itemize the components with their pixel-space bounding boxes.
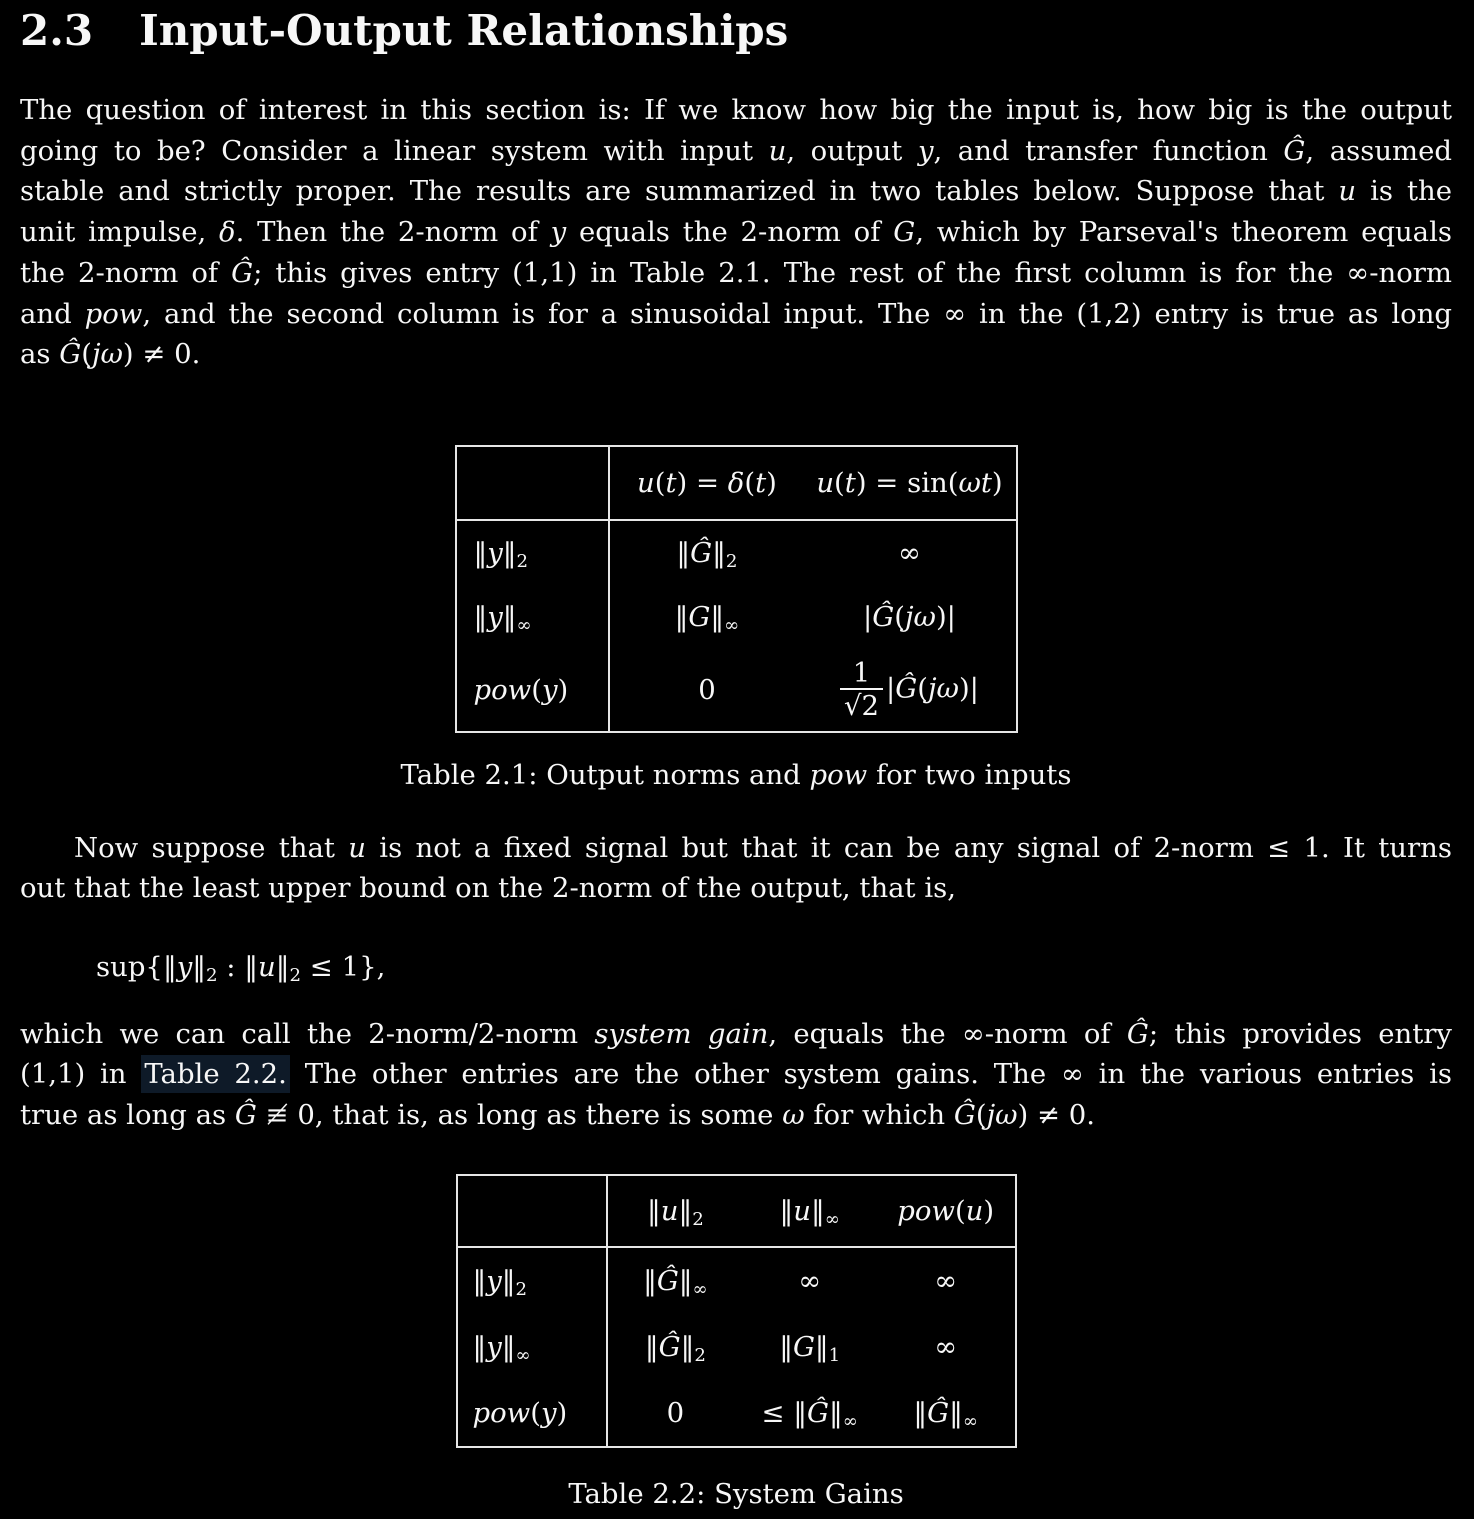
text-segment: y <box>486 1330 502 1363</box>
text-segment: G <box>893 216 916 249</box>
table-2-2 <box>456 1174 1017 1448</box>
table-row <box>456 585 1017 649</box>
text-segment: ) = <box>676 466 728 499</box>
text-segment: Ĝ <box>656 1264 679 1297</box>
table-cell <box>609 649 803 732</box>
text-segment: Table 2.2: System Gains <box>568 1477 904 1510</box>
text-segment: ( <box>894 600 905 633</box>
text-segment: ‖ <box>501 1264 516 1297</box>
table-cell <box>607 1380 742 1447</box>
text-segment: ‖ <box>643 1264 657 1297</box>
link-table-2-2[interactable]: Table 2.2. <box>141 1055 290 1093</box>
text-segment: G <box>688 600 711 633</box>
table-cell <box>803 520 1016 585</box>
text-segment: ‖ <box>244 951 259 984</box>
text-segment: ‖ <box>712 536 726 569</box>
text-segment: which we can call the 2-norm/2-norm <box>20 1017 595 1050</box>
text-segment: The other entries are the other system gains. The ∞ in the various entries is <box>289 1058 1452 1091</box>
text-segment: is the <box>1356 175 1452 208</box>
table-corner-cell <box>456 446 610 520</box>
paragraph-intro <box>20 90 1452 375</box>
text-segment: 2 <box>692 1208 704 1230</box>
text-segment: Ĝ <box>927 1396 950 1429</box>
text-segment: : <box>217 951 245 984</box>
text-segment: ∞ <box>692 1278 708 1300</box>
text-segment: u <box>793 1194 811 1227</box>
text-segment: ≤ 1}, <box>301 951 386 984</box>
text-segment: , which by Parseval's theorem equals <box>915 216 1452 249</box>
text-segment: jω <box>91 338 123 371</box>
text-segment: ‖ <box>646 1194 661 1227</box>
table-cell <box>803 649 1016 732</box>
text-segment: ‖ <box>680 1330 695 1363</box>
text-segment: y <box>917 134 934 167</box>
paragraph-3 <box>20 1014 1452 1136</box>
table-header-cell <box>803 446 1016 520</box>
text-segment: , and transfer function <box>933 134 1284 167</box>
text-segment: Ĝ <box>658 1330 681 1363</box>
text-segment: ‖ <box>501 1330 516 1363</box>
text-line <box>20 212 1452 253</box>
text-segment: equals the 2-norm of <box>566 216 894 249</box>
text-segment: ‖ <box>473 536 488 569</box>
fraction-numerator: 1 <box>852 657 871 690</box>
text-segment: ; this gives entry (1,1) in Table 2.1. The rest of the first column is for the ∞-norm <box>253 256 1452 289</box>
text-segment: ‖ <box>472 1264 487 1297</box>
table-header-cell <box>609 446 803 520</box>
text-segment: ωt <box>958 466 992 499</box>
text-line <box>20 1095 1452 1136</box>
text-line <box>20 334 1452 375</box>
text-segment: unit impulse, <box>20 216 220 249</box>
text-segment: pow <box>472 1396 531 1429</box>
table-header-cell <box>607 1175 742 1247</box>
text-segment: and <box>20 297 85 330</box>
text-segment: ≤ ‖ <box>761 1396 808 1429</box>
table-cell <box>607 1247 742 1314</box>
text-segment: ) = sin( <box>855 466 959 499</box>
text-segment: ‖ <box>678 1264 693 1297</box>
table-cell <box>877 1380 1016 1447</box>
table-cell <box>877 1314 1016 1380</box>
text-segment: ‖ <box>162 951 177 984</box>
text-segment: ‖ <box>949 1396 963 1429</box>
text-segment: δ <box>219 216 236 249</box>
text-segment: ‖ <box>779 1194 794 1227</box>
text-segment: ‖ <box>502 536 517 569</box>
text-segment: ( <box>530 1396 541 1429</box>
text-segment: y <box>176 951 193 984</box>
text-segment: u <box>258 951 276 984</box>
text-segment: pow <box>809 758 868 791</box>
text-segment: sup{ <box>96 951 163 984</box>
text-segment: Now suppose that <box>74 831 349 864</box>
text-segment: | <box>863 600 873 633</box>
text-segment: The question of interest in this section is: If we know how big the input is, how big is the output <box>20 94 1452 126</box>
text-segment: ∞ <box>898 536 921 569</box>
text-segment: jω <box>928 672 959 705</box>
text-segment: ∞ <box>798 1264 822 1297</box>
text-segment: G <box>792 1330 815 1363</box>
text-segment: ‖ <box>829 1396 843 1429</box>
text-line <box>20 1014 1452 1055</box>
text-segment: ∞ <box>724 615 740 636</box>
fraction-denominator: √2 <box>840 688 883 721</box>
text-line <box>20 131 1452 172</box>
text-segment: , assumed <box>1305 134 1452 167</box>
text-segment: t <box>665 466 677 499</box>
table-header-row <box>457 1175 1016 1247</box>
text-segment: ‖ <box>473 600 488 633</box>
table-header-cell <box>743 1175 877 1247</box>
text-segment: 0 <box>698 673 716 706</box>
section-title: Input-Output Relationships <box>139 6 789 55</box>
text-segment: , and the second column is for a sinusoidal input. The ∞ in the (1,2) entry is true as long <box>142 297 1453 330</box>
text-line <box>20 868 1452 909</box>
text-segment: 2 <box>205 965 218 987</box>
row-label-cell <box>456 520 610 585</box>
text-line <box>20 1054 1452 1095</box>
text-line <box>20 253 1452 294</box>
text-segment: ∞ <box>934 1330 958 1363</box>
text-segment: 2 <box>725 551 738 572</box>
table-cell <box>743 1380 877 1447</box>
text-segment: 2 <box>289 965 302 987</box>
text-segment: y <box>486 1264 502 1297</box>
text-segment: ) ≠ 0. <box>1017 1099 1096 1132</box>
text-segment: Ĝ <box>895 672 918 705</box>
text-segment: ∞ <box>934 1264 958 1297</box>
table-row <box>456 649 1017 732</box>
text-segment: u <box>965 1194 984 1227</box>
text-segment: ( <box>81 338 92 371</box>
text-segment: as <box>20 338 60 371</box>
text-segment: y <box>540 1396 557 1429</box>
text-segment: jω <box>986 1099 1018 1132</box>
text-segment: , output <box>786 134 918 167</box>
text-segment: y <box>487 600 503 633</box>
text-segment: ) ≠ 0. <box>122 338 201 371</box>
row-label-cell <box>456 585 610 649</box>
text-segment: jω <box>904 600 936 633</box>
text-segment: ( <box>654 466 666 499</box>
text-segment: Ĝ <box>234 1099 257 1132</box>
text-segment: u <box>660 1194 679 1227</box>
table-cell <box>607 1314 742 1380</box>
row-label-cell <box>457 1247 608 1314</box>
text-segment: ‖ <box>913 1396 928 1429</box>
text-segment: ‖ <box>275 951 290 984</box>
text-segment: ‖ <box>674 600 689 633</box>
text-segment: ‖ <box>810 1194 825 1227</box>
text-segment: u <box>637 466 655 499</box>
text-segment: ω <box>782 1099 805 1132</box>
text-segment: system gain <box>594 1017 769 1050</box>
text-segment: u <box>1338 175 1357 208</box>
text-segment: (1,1) in <box>20 1058 142 1091</box>
text-segment: Ĝ <box>953 1099 976 1132</box>
text-segment: , equals the ∞-norm of <box>768 1017 1127 1050</box>
text-segment: ‖ <box>192 951 206 984</box>
table-cell <box>877 1247 1016 1314</box>
text-segment: 2 <box>516 551 529 572</box>
text-segment: ) <box>556 1396 568 1429</box>
text-segment: ∞ <box>842 1410 858 1432</box>
text-segment: true as long as <box>20 1099 235 1132</box>
table-2-1 <box>455 445 1018 733</box>
text-line <box>20 828 1452 869</box>
table-cell <box>609 520 803 585</box>
section-number: 2.3 <box>20 6 94 55</box>
display-formula <box>20 947 1452 988</box>
text-segment: ) <box>983 1194 995 1227</box>
text-line <box>20 294 1452 335</box>
text-segment: ≢ 0, that is, as long as there is some <box>256 1099 783 1132</box>
text-line <box>20 90 1452 131</box>
text-segment: for which <box>804 1099 954 1132</box>
text-segment: ) <box>557 673 569 706</box>
text-segment: | <box>886 672 896 705</box>
text-segment: ∞ <box>824 1208 840 1230</box>
text-segment: Ĝ <box>872 600 895 633</box>
table-cell <box>609 585 803 649</box>
text-segment: ∞ <box>516 615 532 636</box>
text-segment: . Then the 2-norm of <box>235 216 551 249</box>
table-cell <box>743 1314 877 1380</box>
text-segment: pow <box>473 673 532 706</box>
table-row <box>457 1314 1016 1380</box>
text-segment: ( <box>917 672 928 705</box>
table-row <box>457 1247 1016 1314</box>
text-segment: u <box>348 831 366 864</box>
row-label-cell <box>457 1380 608 1447</box>
text-segment: going to be? Consider a linear system with input <box>20 134 769 167</box>
text-segment: out that the least upper bound on the 2-norm of the output, that is, <box>20 872 956 905</box>
text-segment: pow <box>84 297 143 330</box>
text-segment: the 2-norm of <box>20 256 232 289</box>
text-segment: y <box>541 673 558 706</box>
text-segment: ) <box>991 466 1003 499</box>
paragraph-2 <box>20 828 1452 909</box>
table-cell <box>803 585 1016 649</box>
text-segment: ‖ <box>502 600 517 633</box>
text-segment: pow <box>897 1194 955 1227</box>
text-segment: ∞ <box>515 1344 531 1366</box>
text-segment: ( <box>954 1194 966 1227</box>
text-segment: u <box>816 466 835 499</box>
text-segment: 0 <box>666 1396 685 1429</box>
text-segment: ‖ <box>779 1330 793 1363</box>
text-segment: Table 2.1: Output norms and <box>400 758 810 791</box>
text-segment: ( <box>531 673 542 706</box>
text-segment: Ĝ <box>690 536 713 569</box>
fraction <box>840 658 883 722</box>
table-caption <box>20 1474 1452 1515</box>
text-segment: ‖ <box>814 1330 829 1363</box>
text-segment: ‖ <box>676 536 691 569</box>
text-segment: Ĝ <box>231 256 254 289</box>
table-row <box>456 520 1017 585</box>
text-segment: ) <box>766 466 777 499</box>
text-segment: t <box>755 466 767 499</box>
table-header-row <box>456 446 1017 520</box>
text-segment: 1 <box>828 1344 841 1366</box>
text-segment: Ĝ <box>59 338 82 371</box>
text-segment: )| <box>935 600 956 633</box>
text-segment: ( <box>975 1099 987 1132</box>
section-heading <box>20 6 1452 56</box>
text-segment: Ĝ <box>1126 1017 1149 1050</box>
text-segment: u <box>768 134 787 167</box>
text-segment: 2 <box>694 1344 706 1366</box>
text-line <box>20 171 1452 212</box>
text-segment: ; this provides entry <box>1148 1017 1452 1050</box>
text-segment: ( <box>834 466 845 499</box>
text-segment: is not a fixed signal but that it can be any signal of 2-norm ≤ 1. It turns <box>365 831 1452 864</box>
text-segment: ‖ <box>710 600 725 633</box>
text-segment: ( <box>744 466 756 499</box>
row-label-cell <box>456 649 610 732</box>
text-segment: ∞ <box>962 1410 978 1432</box>
text-segment: stable and strictly proper. The results are summarized in two tables below. Suppose that <box>20 175 1339 208</box>
table-corner-cell <box>457 1175 608 1247</box>
text-segment: )| <box>958 672 979 705</box>
text-segment: y <box>550 216 567 249</box>
text-segment: t <box>844 466 856 499</box>
text-segment: δ <box>727 466 745 499</box>
table-cell <box>743 1247 877 1314</box>
text-segment: 2 <box>515 1278 528 1300</box>
text-segment: ‖ <box>472 1330 487 1363</box>
row-label-cell <box>457 1314 608 1380</box>
text-segment: for two inputs <box>867 758 1072 791</box>
table-caption <box>20 755 1452 796</box>
table-row <box>457 1380 1016 1447</box>
text-segment: y <box>487 536 503 569</box>
text-segment: Ĝ <box>1283 134 1306 167</box>
table-header-cell <box>877 1175 1016 1247</box>
text-segment: ‖ <box>644 1330 659 1363</box>
text-segment: Ĝ <box>807 1396 830 1429</box>
text-segment: ‖ <box>678 1194 693 1227</box>
